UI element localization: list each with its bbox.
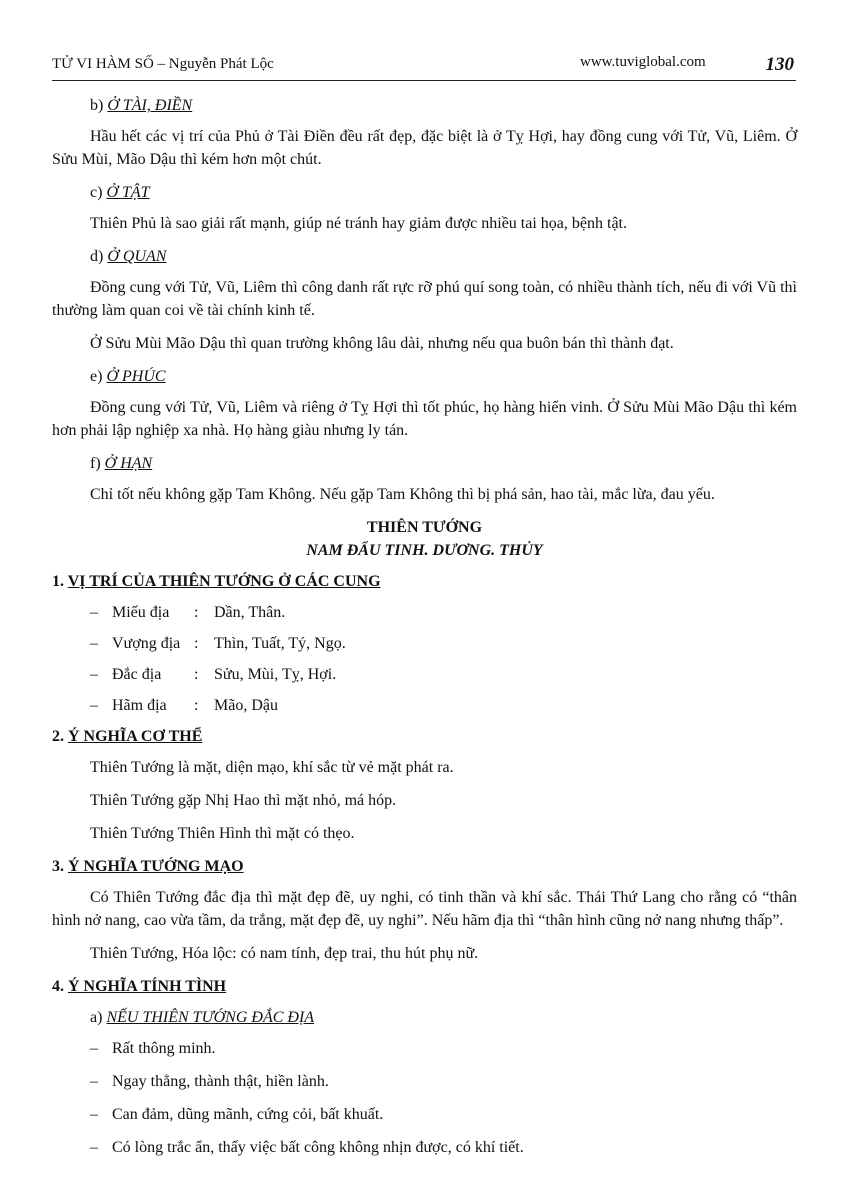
paragraph: Thiên Tướng gặp Nhị Hao thì mặt nhỏ, má hóp.	[90, 792, 397, 809]
paragraph: Chỉ tốt nếu không gặp Tam Không. Nếu gặp Tam Không thì bị phá sản, hao tài, mắc lừa, đau yếu.	[90, 486, 715, 503]
subheading-han: f) Ở HẠN	[90, 455, 153, 472]
list-item: – Có lòng trắc ẩn, thấy việc bất công không nhịn được, có khí tiết.	[90, 1139, 524, 1156]
paragraph: Thiên Tướng Thiên Hình thì mặt có thẹo.	[90, 825, 355, 842]
section-heading-1: 1. VỊ TRÍ CỦA THIÊN TƯỚNG Ở CÁC CUNG	[52, 573, 381, 590]
section-heading-4: 4. Ý NGHĨA TÍNH TÌNH	[52, 978, 227, 995]
paragraph: Có Thiên Tướng đắc địa thì mặt đẹp đẽ, uy nghi, có tinh thần và khí sắc. Thái Thứ Lang cho rằng có “thân hình nở nang, cao vừa tầm, da trắng, mặt đẹp đẽ, uy nghi”. Nếu hãm địa thì “thân hình cũng nở nang nhưng thấp”.	[52, 889, 797, 929]
paragraph: Đồng cung với Tử, Vũ, Liêm và riêng ở Tỵ Hợi thì tốt phúc, họ hàng hiển vinh. Ở Sửu Mùi Mão Dậu thì kém hơn phải lập nghiệp xa nhà. Họ hàng giàu nhưng ly tán.	[52, 399, 797, 439]
section-heading-2: 2. Ý NGHĨA CƠ THỂ	[52, 728, 203, 745]
subheading-tai-dien: b) Ở TÀI, ĐIỀN	[90, 97, 193, 114]
position-row: – Đắc địa : Sửu, Mùi, Tỵ, Hợi.	[90, 666, 337, 683]
position-row: – Miếu địa : Dần, Thân.	[90, 604, 286, 621]
position-row: – Vượng địa : Thìn, Tuất, Tý, Ngọ.	[90, 635, 346, 652]
list-item: – Ngay thẳng, thành thật, hiền lành.	[90, 1073, 329, 1090]
page-header	[52, 50, 796, 81]
paragraph: Thiên Tướng là mặt, diện mạo, khí sắc từ vẻ mặt phát ra.	[90, 759, 454, 776]
header-website: www.tuviglobal.com	[580, 54, 706, 70]
list-item: – Can đảm, dũng mãnh, cứng cỏi, bất khuất.	[90, 1106, 384, 1123]
subheading-tat: c) Ở TẬT	[90, 184, 150, 201]
subheading-quan: d) Ở QUAN	[90, 248, 167, 265]
section-heading-3: 3. Ý NGHĨA TƯỚNG MẠO	[52, 858, 244, 875]
star-title: THIÊN TƯỚNG	[366, 519, 483, 536]
header-book-title: TỬ VI HÀM SỐ – Nguyễn Phát Lộc	[52, 56, 274, 72]
paragraph: Thiên Tướng, Hóa lộc: có nam tính, đẹp trai, thu hút phụ nữ.	[90, 945, 479, 962]
paragraph: Thiên Phủ là sao giải rất mạnh, giúp né tránh hay giảm được nhiều tai họa, bệnh tật.	[90, 215, 627, 232]
star-subtitle: NAM ĐẨU TINH. DƯƠNG. THỦY	[306, 542, 543, 559]
subheading-phuc: e) Ở PHÚC	[90, 368, 166, 385]
list-item: – Rất thông minh.	[90, 1040, 216, 1057]
page-content	[52, 94, 797, 1159]
paragraph: Đồng cung với Tử, Vũ, Liêm thì công danh rất rực rỡ phú quí song toàn, có nhiều thành tích, nếu đi với Vũ thì thường làm quan coi về tài chính kinh tế.	[52, 279, 797, 319]
paragraph: Ở Sửu Mùi Mão Dậu thì quan trường không lâu dài, nhưng nếu qua buôn bán thì thành đạt.	[90, 335, 674, 352]
paragraph: Hầu hết các vị trí của Phủ ở Tài Điền đều rất đẹp, đặc biệt là ở Tỵ Hợi, hay đồng cung với Tử, Vũ, Liêm. Ở Sửu Mùi, Mão Dậu thì kém hơn một chút.	[52, 128, 797, 168]
position-row: – Hãm địa : Mão, Dậu	[90, 697, 278, 714]
page-number: 130	[765, 54, 794, 75]
subheading-dac-dia: a) NẾU THIÊN TƯỚNG ĐẮC ĐỊA	[90, 1009, 315, 1026]
